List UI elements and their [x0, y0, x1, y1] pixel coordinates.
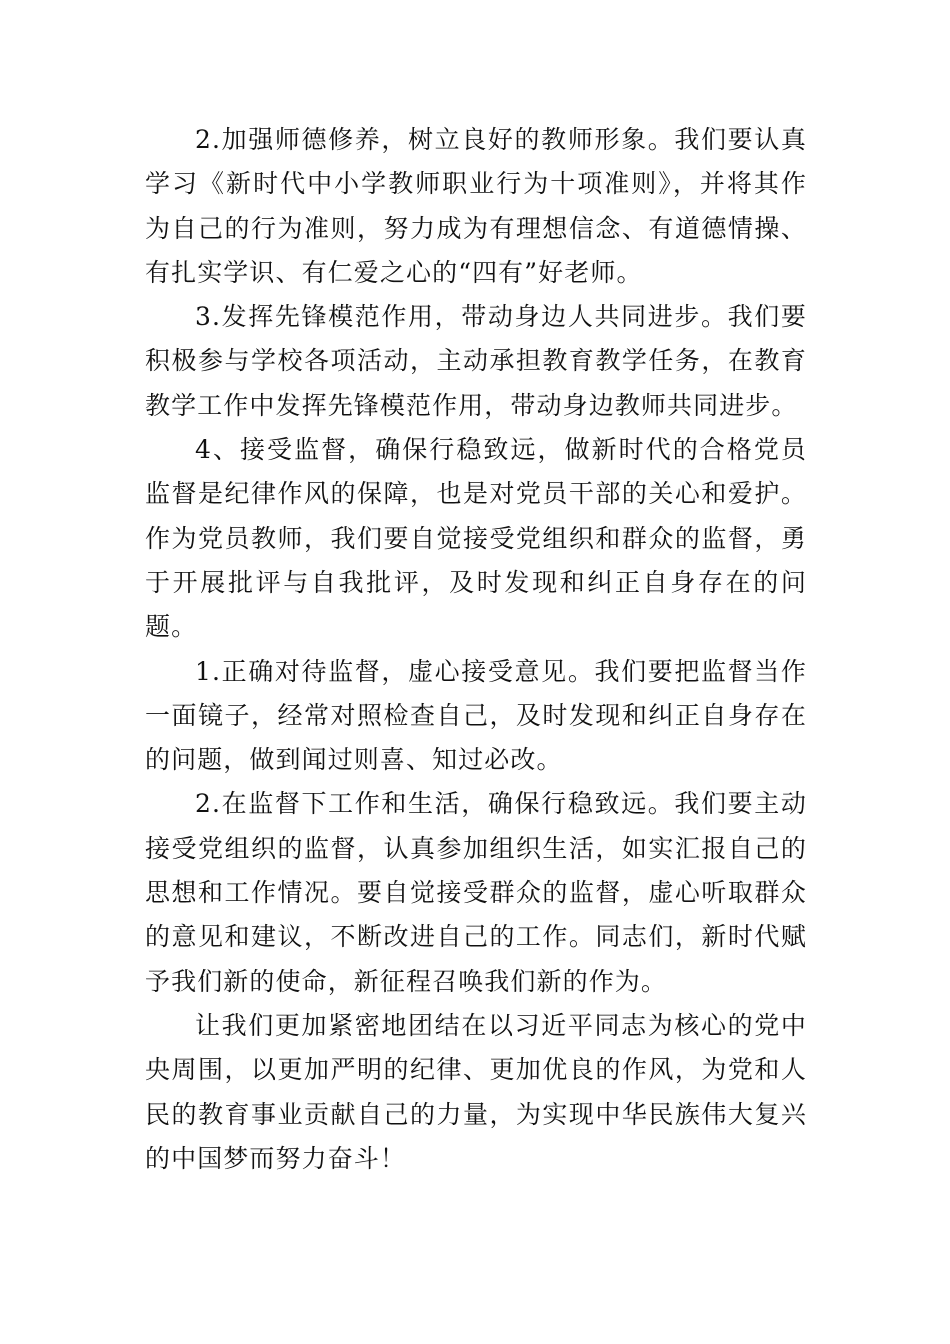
document-body: [145, 118, 807, 1181]
paragraph-closing-call: 让我们更加紧密地团结在以习近平同志为核心的党中央周围，以更加严明的纪律、更加优良的作风，为党和人民的教育事业贡献自己的力量，为实现中华民族伟大复兴的中国梦而努力奋斗！: [145, 1010, 807, 1173]
paragraph-accept-supervision: 4、接受监督，确保行稳致远，做新时代的合格党员监督是纪律作风的保障，也是对党员干部的关心和爱护。作为党员教师，我们要自觉接受党组织和群众的监督，勇于开展批评与自我批评，及时发现和纠正自身存在的问题。: [145, 435, 807, 642]
paragraph-teacher-ethics: 2.加强师德修养，树立良好的教师形象。我们要认真学习《新时代中小学教师职业行为十项准则》，并将其作为自己的行为准则，努力成为有理想信念、有道德情操、有扎实学识、有仁爱之心的“四有”好老师。: [145, 125, 807, 287]
paragraph-work-under-supervision: 2.在监督下工作和生活，确保行稳致远。我们要主动接受党组织的监督，认真参加组织生活，如实汇报自己的思想和工作情况。要自觉接受群众的监督，虚心听取群众的意见和建议，不断改进自己的工作。同志们，新时代赋予我们新的使命，新征程召唤我们新的作为。: [145, 789, 807, 996]
paragraph-treat-supervision: 1.正确对待监督，虚心接受意见。我们要把监督当作一面镜子，经常对照检查自己，及时发现和纠正自身存在的问题，做到闻过则喜、知过必改。: [145, 656, 807, 775]
paragraph-exemplary-role: 3.发挥先锋模范作用，带动身边人共同进步。我们要积极参与学校各项活动，主动承担教育教学任务，在教育教学工作中发挥先锋模范作用，带动身边教师共同进步。: [145, 302, 807, 420]
